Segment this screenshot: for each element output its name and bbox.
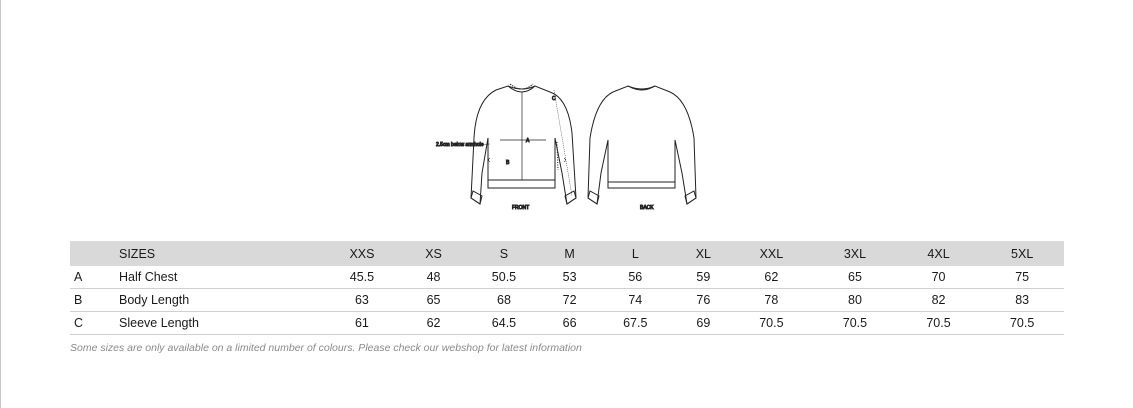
size-value: 62 [426,316,441,330]
size-value: 56 [628,270,643,284]
row-letter: B [74,293,83,307]
measure-label: Half Chest [119,270,178,284]
armhole-note: 2.5cm below armhole [436,142,484,148]
size-value: 70.5 [926,316,951,330]
size-value: 61 [354,316,369,330]
size-value: 66 [562,316,577,330]
measure-label: Body Length [119,293,190,307]
front-label: FRONT [512,205,530,211]
size-value: 53 [562,270,577,284]
size-value: 78 [764,293,779,307]
size-value: 74 [628,293,643,307]
size-header: XS [425,246,442,261]
measure-label: Sleeve Length [119,316,199,330]
size-value: 70.5 [1009,316,1035,330]
size-header: XXS [349,246,375,261]
size-value: 64.5 [491,316,517,330]
size-value: 45.5 [349,270,375,284]
size-value: 48 [426,270,441,284]
table-row [70,312,1064,335]
front-sweatshirt-illustration [436,84,576,211]
sizes-header: SIZES [119,246,156,261]
size-header: L [631,246,639,261]
size-value: 80 [848,293,862,307]
size-value: 76 [696,293,711,307]
back-label: BACK [640,205,654,211]
size-header-row [70,241,1064,266]
size-header: XL [695,246,711,261]
size-value: 50.5 [491,270,517,284]
row-letter: A [74,270,83,284]
size-value: 68 [497,293,511,307]
size-header: 5XL [1011,246,1034,261]
page-border [0,0,1,408]
table-row [70,289,1064,312]
size-value: 83 [1015,293,1030,307]
size-value: 70.5 [759,316,784,330]
size-value: 72 [562,293,577,307]
size-value: 67.5 [623,316,648,330]
size-header: M [564,246,575,261]
header-letter-cell [70,241,119,266]
size-value: 69 [696,316,711,330]
size-value: 75 [1015,270,1030,284]
size-value: 65 [848,270,862,284]
marker-a: A [526,138,530,144]
size-value: 59 [696,270,711,284]
size-header: S [499,246,509,261]
size-header: 3XL [843,246,867,261]
size-chart-table [70,241,1064,335]
size-value: 62 [764,270,779,284]
row-letter: C [74,316,84,330]
size-header: XXL [759,246,784,261]
sweatshirt-diagram [430,78,710,218]
size-value: 70 [931,270,946,284]
back-sweatshirt-illustration [588,86,696,211]
marker-b: B [506,160,510,166]
size-value: 70.5 [842,316,868,330]
size-value: 65 [426,293,441,307]
marker-c: C [552,96,556,102]
size-value: 82 [931,293,946,307]
availability-footnote: Some sizes are only available on a limited number of colours. Please check our webshop for latest information [70,342,582,354]
size-header: 4XL [927,246,950,261]
size-value: 63 [354,293,369,307]
table-row [70,266,1064,289]
